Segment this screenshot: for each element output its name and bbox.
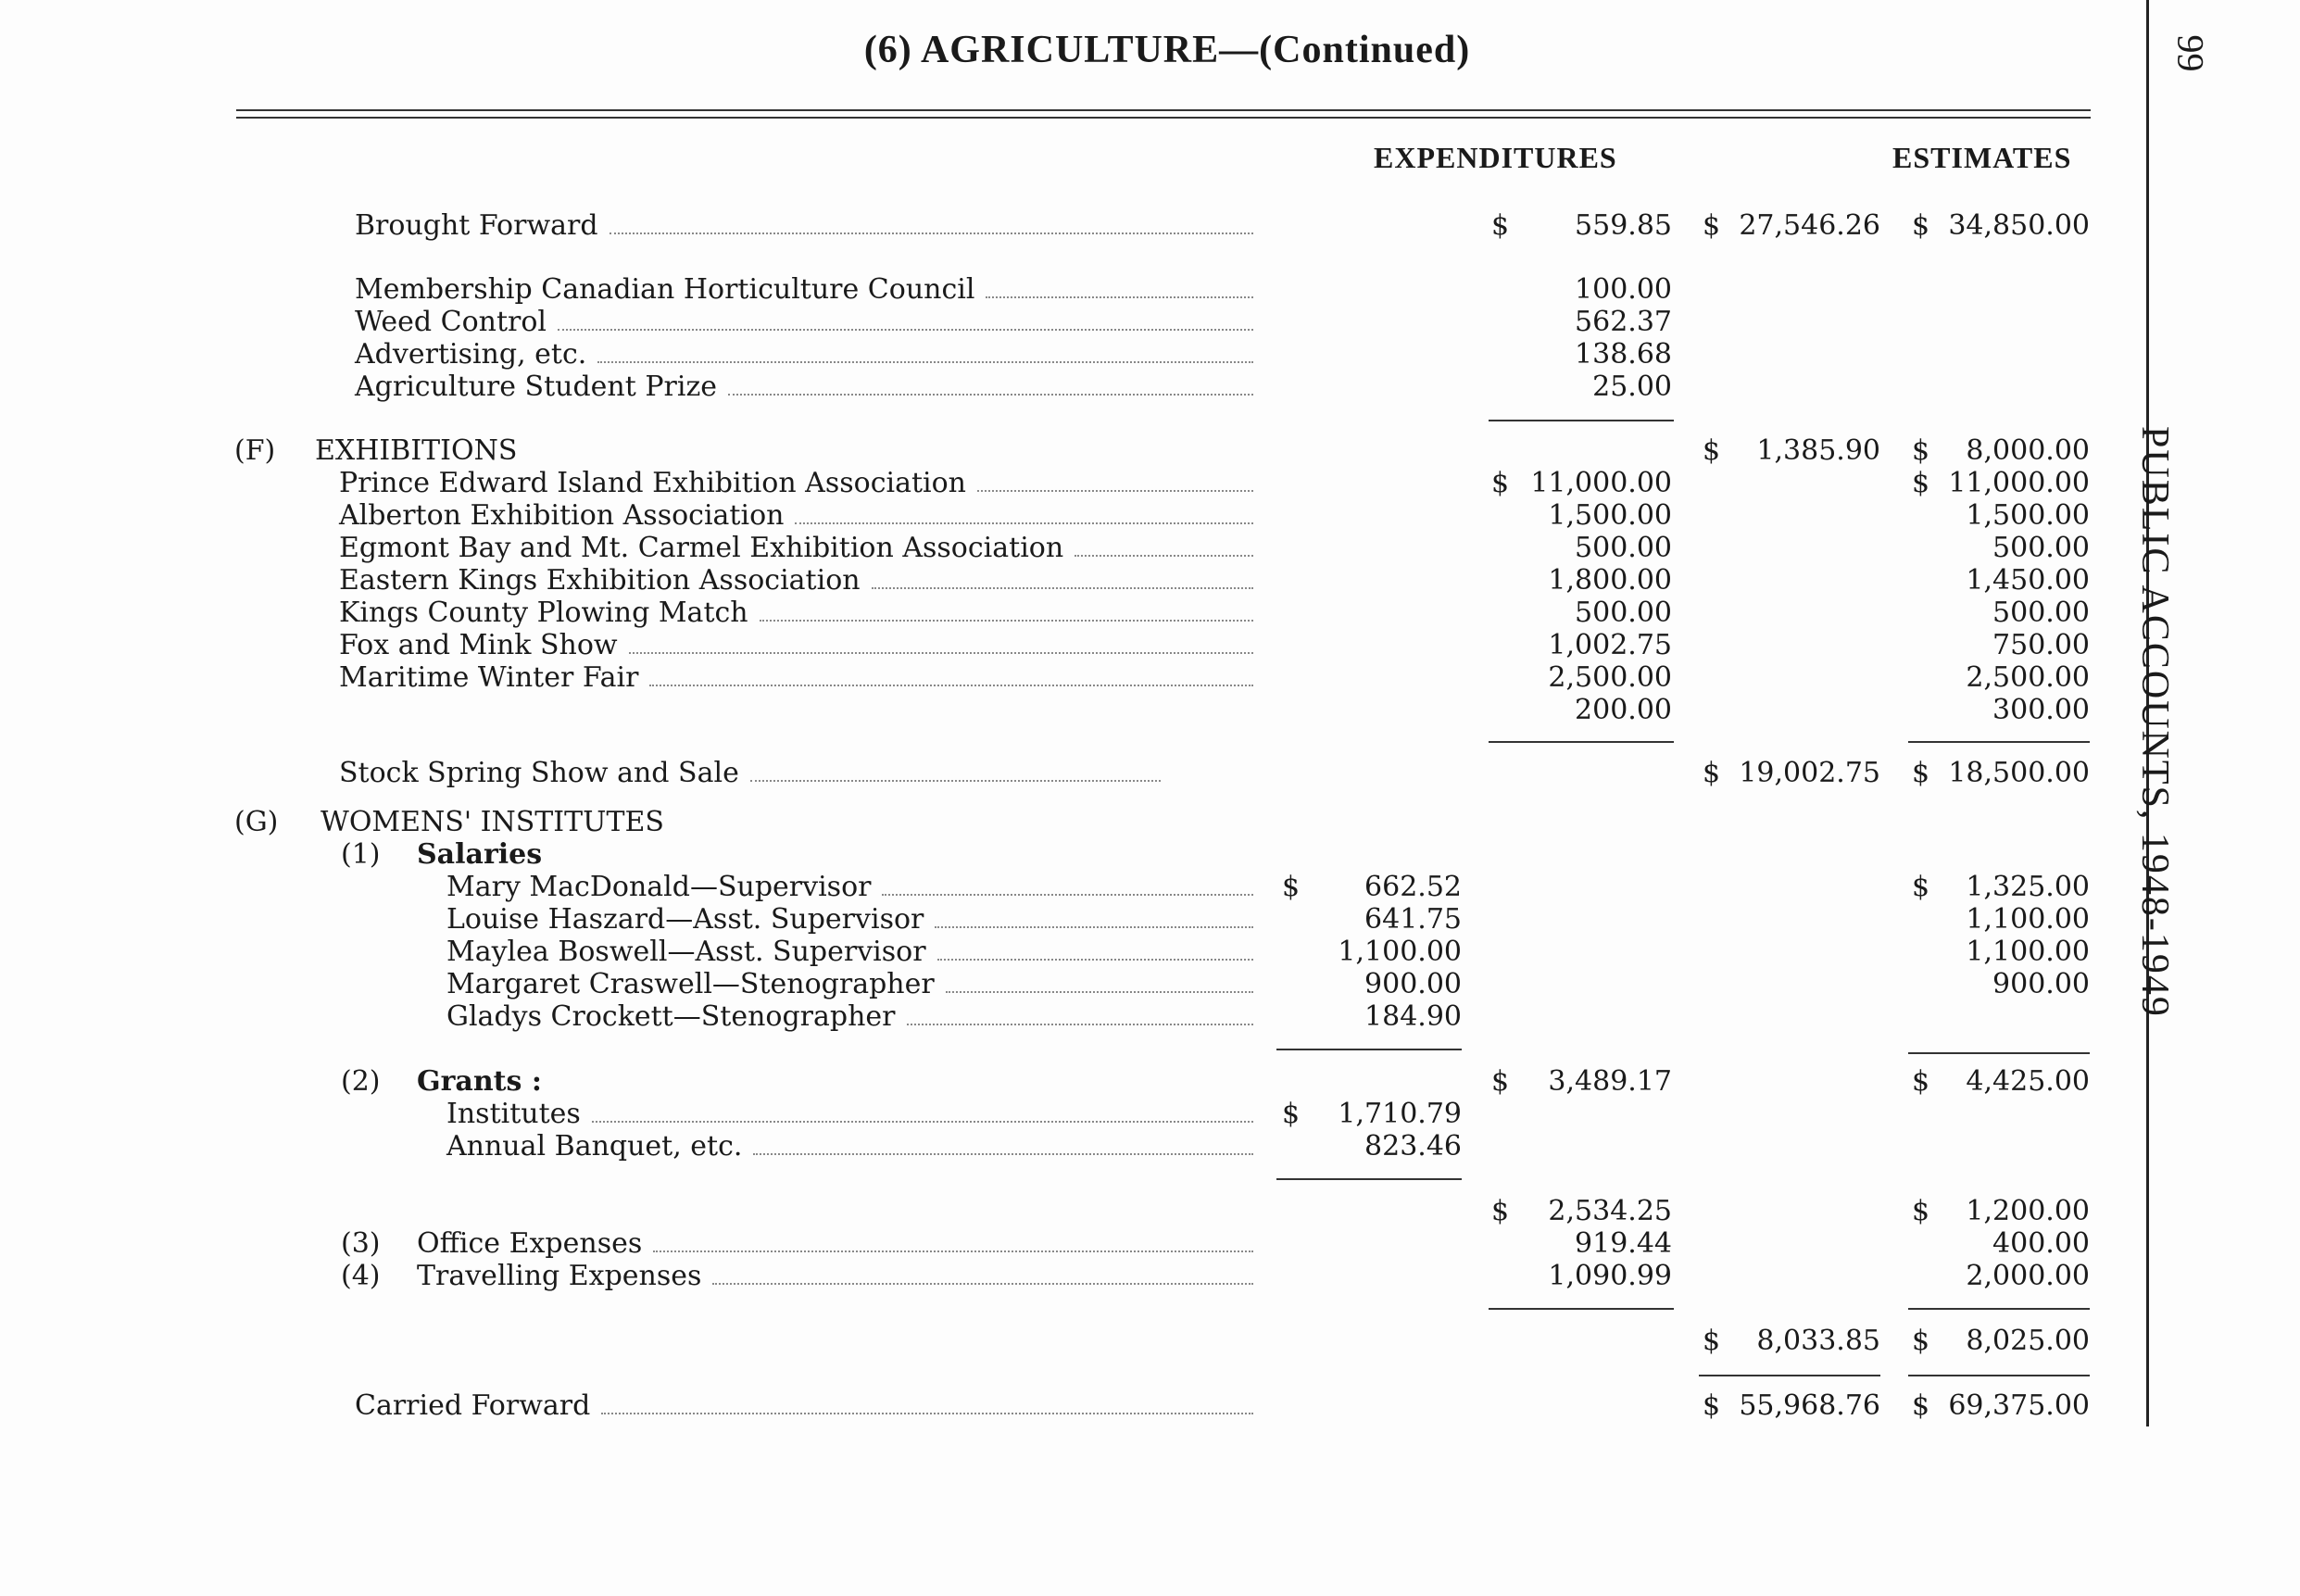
leader-dots — [935, 906, 1253, 928]
dollar-sign: $ — [1703, 1389, 1721, 1422]
header-rule — [236, 117, 2091, 119]
header-rule — [236, 109, 2091, 111]
detail-value: 662.52 — [1364, 871, 1462, 903]
estimate-value: 8,025.00 — [1966, 1325, 2090, 1357]
table-row — [0, 661, 2130, 694]
table-row — [0, 757, 2130, 789]
section-heading: WOMENS' INSTITUTES — [320, 806, 664, 838]
estimate-value: 300.00 — [1992, 694, 2090, 726]
expenditure-total: 1,385.90 — [1756, 434, 1880, 467]
row-label: Alberton Exhibition Association — [339, 499, 785, 532]
row-label: Louise Haszard—Asst. Supervisor — [446, 903, 924, 936]
table-row — [0, 936, 2130, 968]
table-row — [0, 273, 2130, 306]
subsection-code: (2) — [341, 1065, 381, 1098]
row-label: Membership Canadian Horticulture Council — [355, 273, 975, 306]
expenditure-value: 1,002.75 — [1548, 629, 1672, 661]
leader-dots — [750, 760, 1161, 782]
expenditure-value: 500.00 — [1575, 532, 1672, 564]
subsection-code: (4) — [341, 1260, 381, 1292]
table-row — [0, 371, 2130, 403]
subtotal-rule — [1908, 741, 2090, 743]
dollar-sign: $ — [1912, 1195, 1930, 1227]
expenditure-value: 919.44 — [1575, 1227, 1672, 1260]
expenditure-total: 27,546.26 — [1739, 209, 1880, 242]
expenditure-value: 1,500.00 — [1548, 499, 1672, 532]
detail-value: 1,710.79 — [1338, 1098, 1462, 1130]
leader-dots — [872, 567, 1253, 589]
running-header: PUBLIC ACCOUNTS, 1948-1949 — [2133, 426, 2176, 1018]
dollar-sign: $ — [1912, 467, 1930, 499]
subtotal-rule — [1276, 1178, 1462, 1180]
detail-value: 823.46 — [1364, 1130, 1462, 1162]
table-row — [0, 499, 2130, 532]
leader-dots — [946, 971, 1253, 993]
leader-dots — [907, 1003, 1253, 1025]
row-label: Carried Forward — [355, 1389, 591, 1422]
leader-dots — [597, 341, 1253, 363]
estimate-value: 34,850.00 — [1948, 209, 2090, 242]
expenditure-value: 11,000.00 — [1530, 467, 1672, 499]
expenditure-value: 100.00 — [1575, 273, 1672, 306]
subtotal-rule — [1489, 741, 1674, 743]
table-row — [0, 1130, 2130, 1162]
estimate-value: 900.00 — [1992, 968, 2090, 1000]
row-label: Office Expenses — [417, 1227, 643, 1260]
total-rule — [1908, 1375, 2090, 1376]
subsection-heading: Salaries — [417, 838, 543, 871]
estimate-value: 1,500.00 — [1966, 499, 2090, 532]
row-label: Gladys Crockett—Stenographer — [446, 1000, 896, 1033]
leader-dots — [882, 873, 1253, 896]
row-label: Maylea Boswell—Asst. Supervisor — [446, 936, 926, 968]
row-label: Eastern Kings Exhibition Association — [339, 564, 861, 597]
leader-dots — [712, 1263, 1253, 1285]
detail-value: 641.75 — [1364, 903, 1462, 936]
dollar-sign: $ — [1703, 209, 1721, 242]
dollar-sign: $ — [1912, 1325, 1930, 1357]
subtotal-rule — [1489, 420, 1674, 421]
subsection-code: (3) — [341, 1227, 381, 1260]
subtotal-rule — [1908, 1052, 2090, 1054]
table-row — [0, 564, 2130, 597]
dollar-sign: $ — [1912, 434, 1930, 467]
leader-dots — [986, 276, 1253, 298]
row-label: Kings County Plowing Match — [339, 597, 748, 629]
leader-dots — [1075, 534, 1253, 557]
expenditure-value: 3,489.17 — [1548, 1065, 1672, 1098]
table-row — [0, 629, 2130, 661]
table-row — [0, 1000, 2130, 1033]
row-label: Brought Forward — [355, 209, 598, 242]
leader-dots — [937, 938, 1253, 961]
dollar-sign: $ — [1703, 1325, 1721, 1357]
row-label: Margaret Craswell—Stenographer — [446, 968, 935, 1000]
page-title: (6) AGRICULTURE—(Continued) — [863, 29, 1471, 71]
expenditure-value: 138.68 — [1575, 338, 1672, 371]
total-rule — [1699, 1375, 1880, 1376]
dollar-sign: $ — [1491, 1195, 1510, 1227]
subsection-code: (1) — [341, 838, 381, 871]
leader-dots — [610, 212, 1253, 234]
detail-value: 900.00 — [1364, 968, 1462, 1000]
estimates-heading: ESTIMATES — [1892, 141, 2072, 174]
leader-dots — [649, 664, 1253, 686]
detail-value: 1,100.00 — [1338, 936, 1462, 968]
estimate-value: 1,100.00 — [1966, 903, 2090, 936]
table-row — [0, 1260, 2130, 1292]
table-row — [0, 434, 2130, 467]
section-code: (F) — [234, 434, 276, 467]
row-label: Institutes — [446, 1098, 581, 1130]
expenditure-value: 2,500.00 — [1548, 661, 1672, 694]
subtotal-rule — [1276, 1049, 1462, 1050]
table-row — [0, 209, 2130, 242]
dollar-sign: $ — [1912, 1065, 1930, 1098]
dollar-sign: $ — [1912, 757, 1930, 789]
estimate-value: 1,450.00 — [1966, 564, 2090, 597]
table-row — [0, 1065, 2130, 1098]
row-label: Stock Spring Show and Sale — [339, 757, 739, 789]
table-row — [0, 806, 2130, 838]
estimate-value: 1,325.00 — [1966, 871, 2090, 903]
section-heading: EXHIBITIONS — [315, 434, 518, 467]
dollar-sign: $ — [1703, 757, 1721, 789]
leader-dots — [653, 1230, 1253, 1252]
expenditure-value: 1,090.99 — [1548, 1260, 1672, 1292]
expenditure-value: 1,800.00 — [1548, 564, 1672, 597]
leader-dots — [728, 373, 1253, 396]
estimate-value: 1,200.00 — [1966, 1195, 2090, 1227]
table-row — [0, 1227, 2130, 1260]
table-row — [0, 532, 2130, 564]
estimate-value: 69,375.00 — [1948, 1389, 2090, 1422]
leader-dots — [795, 502, 1253, 524]
table-row — [0, 1098, 2130, 1130]
estimate-value: 11,000.00 — [1948, 467, 2090, 499]
estimate-value: 1,100.00 — [1966, 936, 2090, 968]
expenditure-value: 2,534.25 — [1548, 1195, 1672, 1227]
estimate-value: 500.00 — [1992, 532, 2090, 564]
row-label: Prince Edward Island Exhibition Association — [339, 467, 967, 499]
expenditure-total: 19,002.75 — [1739, 757, 1880, 789]
estimate-value: 2,500.00 — [1966, 661, 2090, 694]
dollar-sign: $ — [1491, 467, 1510, 499]
row-label: Fox and Mink Show — [339, 629, 618, 661]
row-label: Maritime Winter Fair — [339, 661, 639, 694]
estimate-value: 500.00 — [1992, 597, 2090, 629]
subsection-heading: Grants : — [417, 1065, 542, 1098]
table-row — [0, 597, 2130, 629]
dollar-sign: $ — [1491, 1065, 1510, 1098]
expenditure-value: 200.00 — [1575, 694, 1672, 726]
expenditure-total: 55,968.76 — [1739, 1389, 1880, 1422]
table-row — [0, 871, 2130, 903]
row-label: Annual Banquet, etc. — [446, 1130, 743, 1162]
table-row — [0, 903, 2130, 936]
dollar-sign: $ — [1912, 209, 1930, 242]
table-row — [0, 306, 2130, 338]
row-label: Travelling Expenses — [417, 1260, 702, 1292]
estimate-value: 750.00 — [1992, 629, 2090, 661]
subtotal-rule — [1908, 1308, 2090, 1310]
table-row — [0, 338, 2130, 371]
table-row — [0, 694, 2130, 726]
dollar-sign: $ — [1912, 871, 1930, 903]
leader-dots — [629, 632, 1253, 654]
row-label: Advertising, etc. — [355, 338, 587, 371]
dollar-sign: $ — [1491, 209, 1510, 242]
section-code: (G) — [234, 806, 279, 838]
estimate-value: 8,000.00 — [1966, 434, 2090, 467]
leader-dots — [558, 308, 1253, 331]
expenditure-total: 8,033.85 — [1756, 1325, 1880, 1357]
row-label: Egmont Bay and Mt. Carmel Exhibition Association — [339, 532, 1064, 564]
detail-value: 184.90 — [1364, 1000, 1462, 1033]
row-label: Agriculture Student Prize — [355, 371, 718, 403]
table-row — [0, 1195, 2130, 1227]
dollar-sign: $ — [1912, 1389, 1930, 1422]
estimate-value: 4,425.00 — [1966, 1065, 2090, 1098]
leader-dots — [760, 599, 1253, 622]
subtotal-rule — [1489, 1308, 1674, 1310]
expenditure-value: 25.00 — [1592, 371, 1672, 403]
dollar-sign: $ — [1282, 871, 1301, 903]
table-row — [0, 1389, 2130, 1422]
estimate-value: 18,500.00 — [1948, 757, 2090, 789]
table-row — [0, 467, 2130, 499]
leader-dots — [753, 1133, 1253, 1155]
expenditure-value: 500.00 — [1575, 597, 1672, 629]
row-label: Mary MacDonald—Supervisor — [446, 871, 872, 903]
leader-dots — [977, 470, 1253, 492]
expenditure-value: 562.37 — [1575, 306, 1672, 338]
leader-dots — [601, 1392, 1253, 1414]
row-label: Weed Control — [355, 306, 547, 338]
dollar-sign: $ — [1703, 434, 1721, 467]
leader-dots — [592, 1100, 1253, 1123]
table-row — [0, 968, 2130, 1000]
estimate-value: 2,000.00 — [1966, 1260, 2090, 1292]
estimate-value: 400.00 — [1992, 1227, 2090, 1260]
expenditure-value: 559.85 — [1575, 209, 1672, 242]
table-row — [0, 1325, 2130, 1357]
dollar-sign: $ — [1282, 1098, 1301, 1130]
expenditures-heading: EXPENDITURES — [1374, 141, 1617, 174]
table-row — [0, 838, 2130, 871]
page-number: 99 — [2169, 34, 2212, 72]
